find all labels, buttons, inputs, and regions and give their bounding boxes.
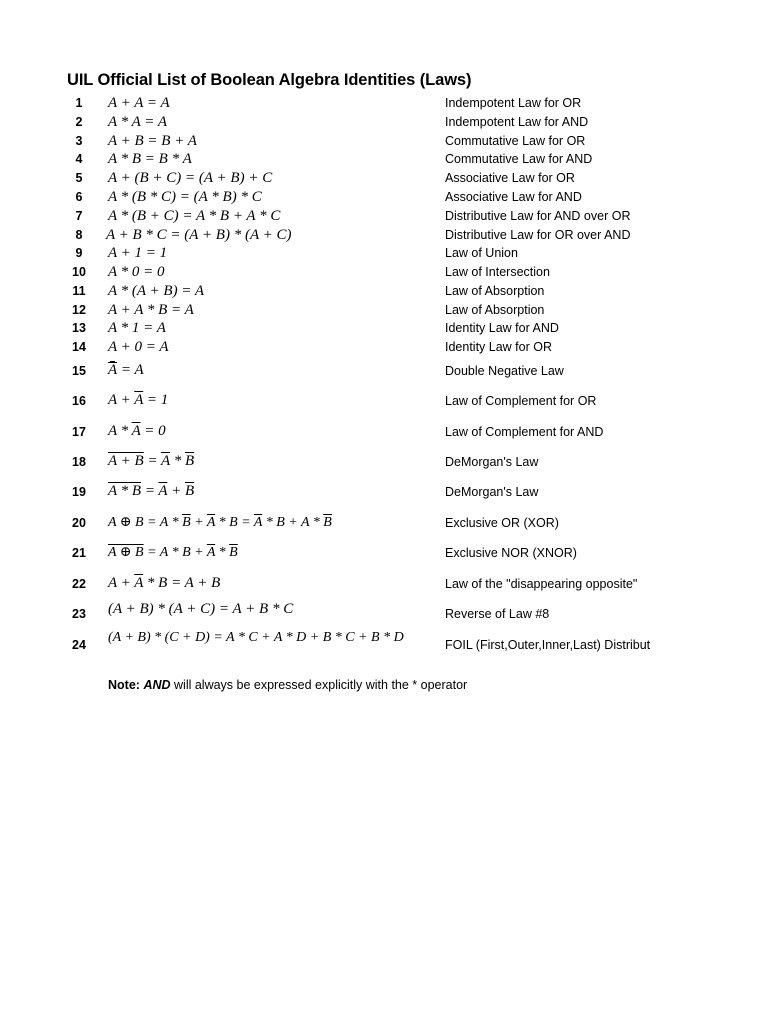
law-row xyxy=(0,601,768,625)
footnote xyxy=(108,678,467,692)
law-name: Indempotent Law for AND xyxy=(445,115,589,129)
law-row xyxy=(0,302,768,322)
law-name: Associative Law for OR xyxy=(445,171,575,185)
law-number: 20 xyxy=(72,516,86,530)
law-row xyxy=(0,423,768,443)
law-row xyxy=(0,283,768,303)
law-number: 21 xyxy=(72,546,86,560)
law-number: 5 xyxy=(75,171,83,185)
law-number: 2 xyxy=(75,115,83,129)
law-row xyxy=(0,189,768,209)
law-name: Indempotent Law for OR xyxy=(445,96,582,110)
note-label: Note: xyxy=(108,678,140,692)
law-name: Distributive Law for AND over OR xyxy=(445,209,631,223)
law-number: 10 xyxy=(72,265,86,279)
law-number: 13 xyxy=(72,321,86,335)
law-row xyxy=(0,170,768,190)
law-row xyxy=(0,320,768,340)
law-name: Identity Law for AND xyxy=(445,321,559,335)
law-formula: $A + \overline{A} * B = A + B$ xyxy=(108,575,221,591)
law-row xyxy=(0,133,768,153)
law-formula: A * A = A xyxy=(108,114,168,130)
law-row xyxy=(0,630,768,656)
law-row xyxy=(0,339,768,359)
law-name: Law of the "disappearing opposite" xyxy=(445,577,638,591)
law-number: 12 xyxy=(72,303,86,317)
law-name: Distributive Law for OR over AND xyxy=(445,228,631,242)
law-number: 14 xyxy=(72,340,86,354)
law-formula: A + A * B = A xyxy=(108,302,194,318)
law-number: 6 xyxy=(75,190,83,204)
law-number: 19 xyxy=(72,485,86,499)
law-name: Commutative Law for AND xyxy=(445,152,593,166)
law-formula: (A + B) * (A + C) = A + B * C xyxy=(108,601,294,617)
law-name: DeMorgan's Law xyxy=(445,485,539,499)
law-row xyxy=(0,514,768,534)
law-row xyxy=(0,208,768,228)
law-name: Commutative Law for OR xyxy=(445,134,586,148)
law-formula: (A + B) * (C + D) = A * C + A * D + B * C + B * D xyxy=(108,630,404,645)
law-number: 1 xyxy=(75,96,83,110)
law-name: Law of Union xyxy=(445,246,518,260)
law-name: Law of Absorption xyxy=(445,284,545,298)
law-formula: A * 1 = A xyxy=(108,320,166,336)
law-number: 17 xyxy=(72,425,86,439)
law-number: 4 xyxy=(75,152,83,166)
law-formula: A + 0 = A xyxy=(108,339,169,355)
law-row xyxy=(0,483,768,503)
law-number: 8 xyxy=(75,228,83,242)
law-formula: $A + \overline{A} = 1$ xyxy=(108,392,169,408)
law-row xyxy=(0,544,768,564)
law-row xyxy=(0,575,768,595)
law-formula: A * (B * C) = (A * B) * C xyxy=(108,189,262,205)
law-number: 3 xyxy=(75,134,83,148)
law-number: 15 xyxy=(72,364,86,378)
law-row xyxy=(0,227,768,247)
law-name: Reverse of Law #8 xyxy=(445,607,550,621)
law-row xyxy=(0,151,768,171)
law-name: Exclusive NOR (XNOR) xyxy=(445,546,577,560)
law-row xyxy=(0,245,768,265)
law-formula: A + 1 = 1 xyxy=(108,245,168,261)
law-formula: A * (B + C) = A * B + A * C xyxy=(108,208,281,224)
law-formula: A * 0 = 0 xyxy=(108,264,165,280)
law-formula: A + (B + C) = (A + B) + C xyxy=(108,170,273,186)
law-number: 22 xyxy=(72,577,86,591)
law-name: Law of Complement for OR xyxy=(445,394,597,408)
law-formula: $A * B = \overline{A} + \overline{B}$ xyxy=(108,483,195,499)
law-name: DeMorgan's Law xyxy=(445,455,539,469)
law-formula: A + B * C = (A + B) * (A + C) xyxy=(106,227,292,243)
law-number: 16 xyxy=(72,394,86,408)
law-formula: A + B = B + A xyxy=(108,133,197,149)
law-number: 11 xyxy=(72,284,86,298)
law-formula: A + A = A xyxy=(108,95,170,111)
law-row xyxy=(0,114,768,134)
law-name: Double Negative Law xyxy=(445,364,564,378)
page-title: UIL Official List of Boolean Algebra Identities (Laws) xyxy=(67,71,472,89)
law-row xyxy=(0,264,768,284)
law-formula: $A + B = \overline{A} * \overline{B}$ xyxy=(108,453,195,469)
law-name: Identity Law for OR xyxy=(445,340,552,354)
law-row xyxy=(0,453,768,473)
law-name: Law of Absorption xyxy=(445,303,545,317)
law-number: 9 xyxy=(75,246,83,260)
law-number: 23 xyxy=(72,607,86,621)
law-name: FOIL (First,Outer,Inner,Last) Distribut xyxy=(445,638,651,652)
law-number: 7 xyxy=(75,209,83,223)
note-and-word: AND xyxy=(143,678,171,692)
law-formula: $A * \overline{A} = 0$ xyxy=(108,423,166,439)
law-row xyxy=(0,392,768,412)
law-formula: A = A xyxy=(108,362,144,378)
law-name: Associative Law for AND xyxy=(445,190,582,204)
note-text: will always be expressed explicitly with the * operator xyxy=(174,678,468,692)
law-name: Law of Intersection xyxy=(445,265,550,279)
law-number: 24 xyxy=(72,638,86,652)
law-formula: A * B = B * A xyxy=(108,151,192,167)
law-formula: A ⊕ $B = A * B + \overline{A} * \overline{B}$ xyxy=(108,545,238,560)
law-formula: A * (A + B) = A xyxy=(108,283,205,299)
law-name: Law of Complement for AND xyxy=(445,425,604,439)
law-formula: A ⊕ $B = A * \overline{B} + \overline{A} * B = \overline{A} * B + A * \overline{B}$ xyxy=(108,515,332,530)
law-row xyxy=(0,95,768,115)
law-number: 18 xyxy=(72,455,86,469)
law-row xyxy=(0,362,768,382)
law-name: Exclusive OR (XOR) xyxy=(445,516,559,530)
